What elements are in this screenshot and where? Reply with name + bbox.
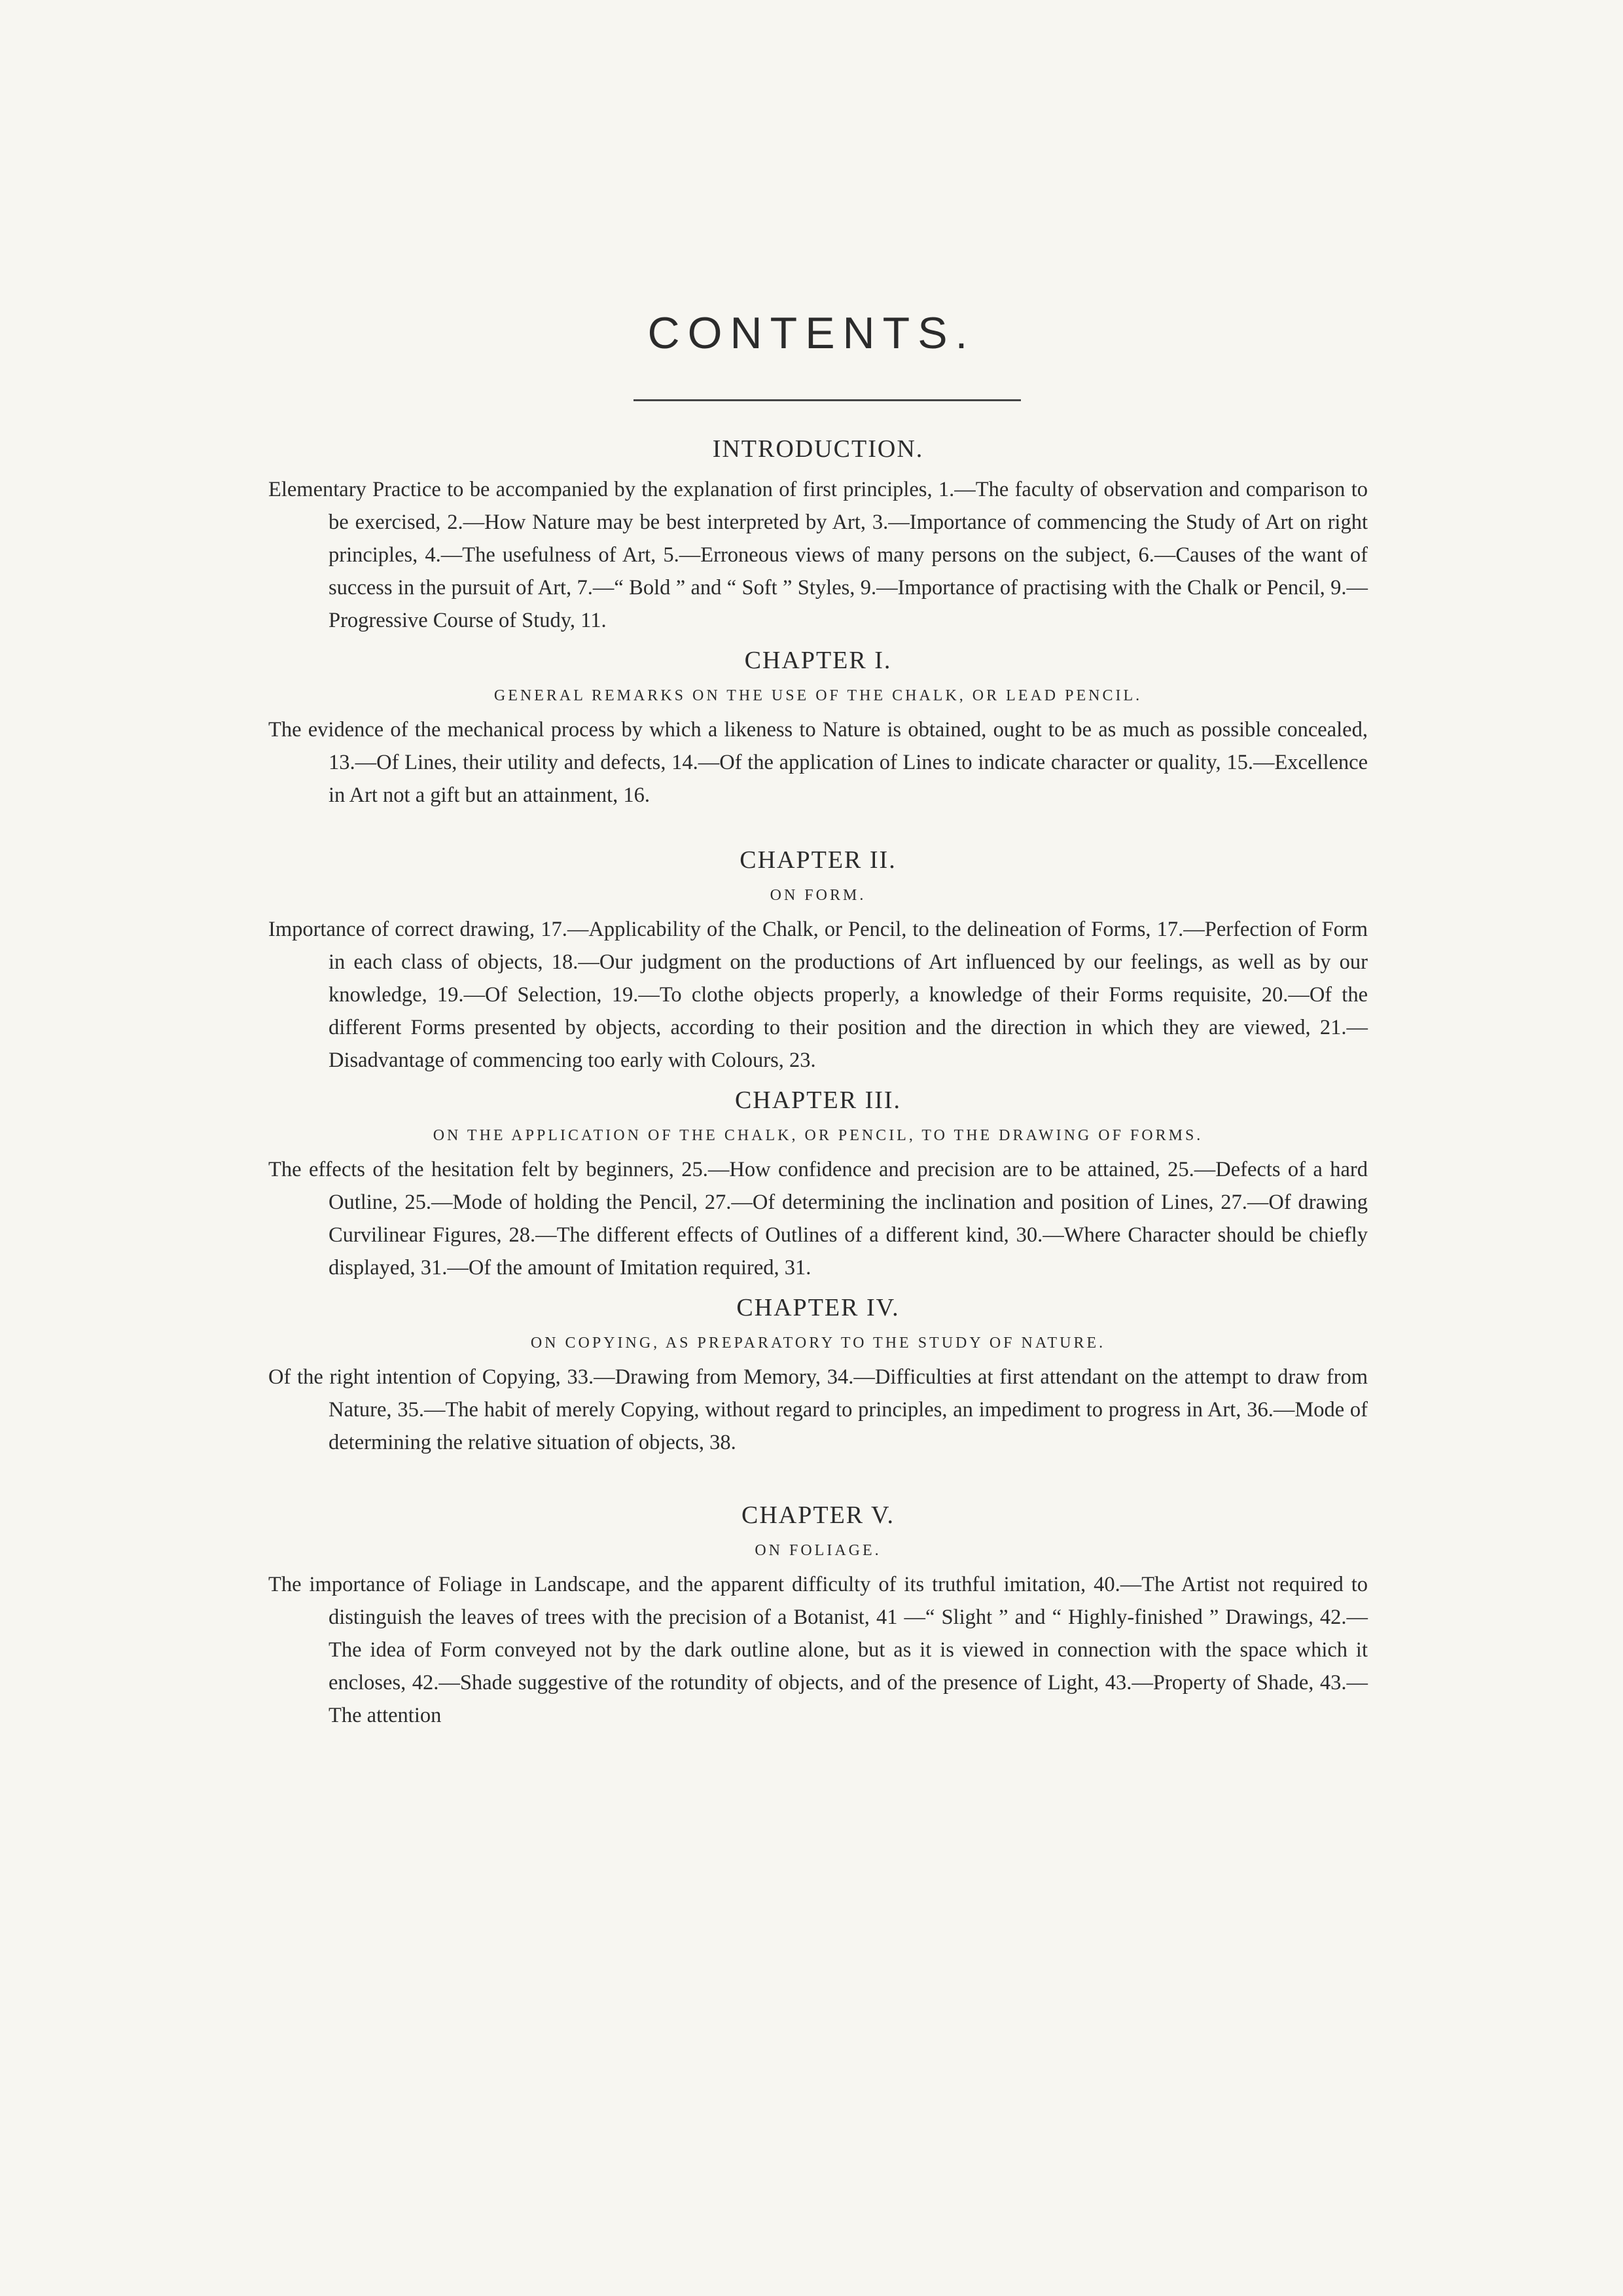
section-entry: Importance of correct drawing, 17.—Applicability of the Chalk, or Pencil, to the delineation of Forms, 17.—Perfection of Form in each class of objects, 18.—Our judgment on the productions of Art influenced by our feelings, as well as by our knowledge, 19.—Of Selection, 19.—To clothe objects properly, a knowledge of their Forms requisite, 20.—Of the different Forms presented by objects, according to their position and the direction in which they are viewed, 21.—Disadvantage of commencing too early with Colours, 23. bbox=[268, 918, 1368, 1073]
section-heading: CHAPTER II. bbox=[740, 846, 897, 874]
section-subheading: GENERAL REMARKS ON THE USE OF THE CHALK, OR LEAD PENCIL. bbox=[493, 687, 1143, 704]
section-heading: INTRODUCTION. bbox=[712, 435, 924, 463]
section-entry: The evidence of the mechanical process by which a likeness to Nature is obtained, ought to be as much as possible concealed, 13.—Of Lines, their utility and defects, 14.—Of the application of Lines to indicate character or quality, 15.—Excellence in Art not a gift but an attainment, 16. bbox=[268, 718, 1368, 808]
section-chapter-1 bbox=[268, 645, 1368, 812]
section-subheading: ON COPYING, AS PREPARATORY TO THE STUDY OF NATURE. bbox=[530, 1334, 1106, 1352]
section-entry: The effects of the hesitation felt by beginners, 25.—How confidence and precision are to be attained, 25.—Defects of a hard Outline, 25.—Mode of holding the Pencil, 27.—Of determining the inclination and position of Lines, 27.—Of drawing Curvilinear Figures, 28.—The different effects of Outlines of a different kind, 30.—Where Character should be chiefly displayed, 31.—Of the amount of Imitation required, 31. bbox=[268, 1158, 1368, 1280]
section-heading: CHAPTER I. bbox=[744, 647, 892, 675]
section-chapter-2 bbox=[268, 844, 1368, 1077]
section-subheading: ON FORM. bbox=[770, 886, 866, 904]
contents-body bbox=[268, 433, 1368, 1732]
page-title: CONTENTS. bbox=[647, 308, 976, 358]
section-heading: CHAPTER III. bbox=[734, 1086, 902, 1115]
title-rule bbox=[633, 399, 1021, 401]
section-entry: The importance of Foliage in Landscape, and the apparent difficulty of its truthful imitation, 40.—The Artist not required to distinguish the leaves of trees with the precision of a Botanist, 41 —“ Slight ” and “ Highly-finished ” Drawings, 42.—The idea of Form conveyed not by the dark outline alone, but as it is viewed in connection with the space which it encloses, 42.—Shade suggestive of the rotundity of objects, and of the presence of Light, 43.—Property of Shade, 43.—The attention bbox=[268, 1573, 1368, 1728]
section-chapter-3 bbox=[268, 1085, 1368, 1284]
section-chapter-5 bbox=[268, 1499, 1368, 1732]
section-entry: Of the right intention of Copying, 33.—Drawing from Memory, 34.—Difficulties at first attendant on the attempt to draw from Nature, 35.—The habit of merely Copying, without regard to principles, an impediment to progress in Art, 36.—Mode of determining the relative situation of objects, 38. bbox=[268, 1365, 1368, 1455]
section-subheading: ON THE APPLICATION OF THE CHALK, OR PENCIL, TO THE DRAWING OF FORMS. bbox=[433, 1126, 1204, 1144]
section-introduction bbox=[268, 433, 1368, 637]
section-chapter-4 bbox=[268, 1292, 1368, 1459]
section-subheading: ON FOLIAGE. bbox=[755, 1541, 882, 1559]
section-heading: CHAPTER IV. bbox=[736, 1294, 900, 1322]
section-heading: CHAPTER V. bbox=[741, 1501, 895, 1530]
section-entry: Elementary Practice to be accompanied by the explanation of first principles, 1.—The faculty of observation and comparison to be exercised, 2.—How Nature may be best interpreted by Art, 3.—Importance of commencing the Study of Art on right principles, 4.—The usefulness of Art, 5.—Erroneous views of many persons on the subject, 6.—Causes of the want of success in the pursuit of Art, 7.—“ Bold ” and “ Soft ” Styles, 9.—Importance of practising with the Chalk or Pencil, 9.—Progressive Course of Study, 11. bbox=[268, 478, 1368, 633]
